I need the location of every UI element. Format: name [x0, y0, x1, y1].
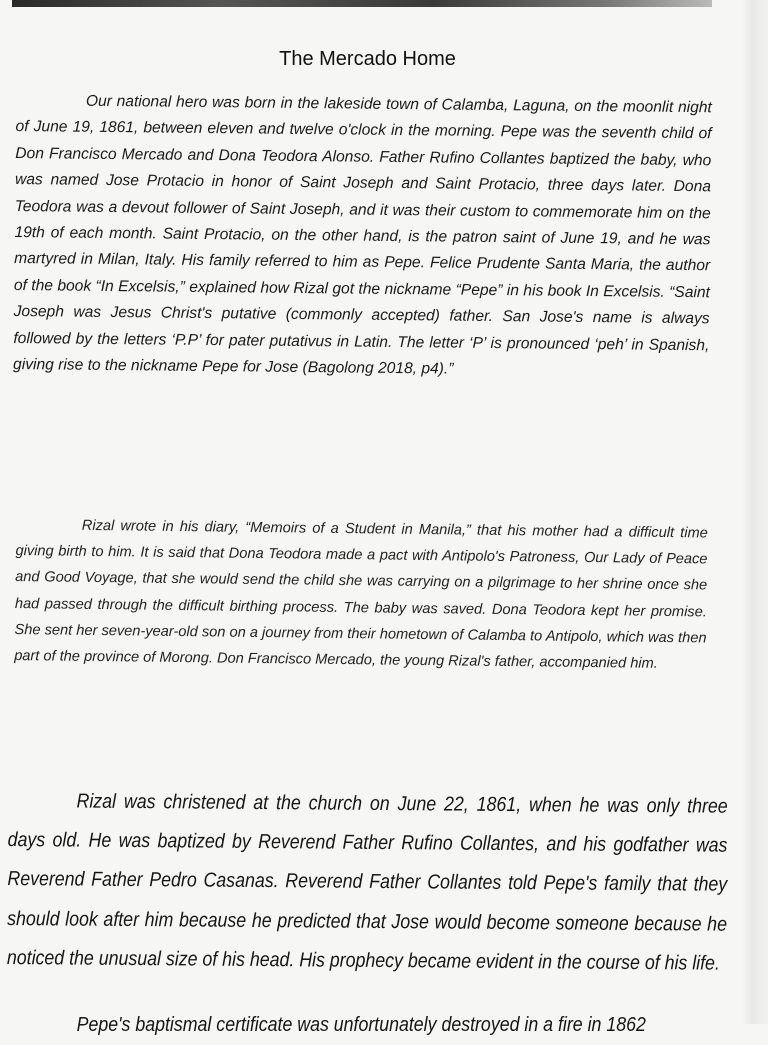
- paragraph-christening: Rizal was christened at the church on June 22, 1861, when he was only three days old. He was baptized by Reverend Father Rufino Collantes, and his godfather was Reverend Father Pedro Casanas. Reverend Father Collantes told Pepe's family that they should look after him because he predicted that Jose would become someone because he noticed the unusual size of his head. His prophecy became evident in the course of his life.: [6, 790, 728, 975]
- section-large-text: [7, 782, 728, 984]
- page-title: The Mercado Home: [279, 48, 456, 70]
- section-first-text: [13, 88, 712, 386]
- page-right-edge: [742, 0, 768, 1024]
- section-second-text: [14, 512, 708, 678]
- section-cutoff-text: [8, 1006, 728, 1045]
- paragraph-certificate: Pepe's baptismal certificate was unfortunately destroyed in a fire in 1862: [76, 1014, 646, 1036]
- paragraph-birth: Our national hero was born in the lakeside town of Calamba, Laguna, on the moonlit night of June 19, 1861, between eleven and twelve o'clock in the morning. Pepe was the seventh child of Don Francisco Mercado and Dona Teodora Alonso. Father Rufino Collantes baptized the baby, who was named Jose Protacio in honor of Saint Joseph and Saint Protacio, three days later. Dona Teodora was a devout follower of Saint Joseph, and it was their custom to commemorate him on the 19th of each month. Saint Protacio, on the other hand, is the patron saint of June 19, and he was martyred in Milan, Italy. His family referred to him as Pepe. Felice Prudente Santa Maria, the author of the book “In Excelsis,” explained how Rizal got the nickname “Pepe” in his book In Excelsis. “Saint Joseph was Jesus Christ's putative (commonly accepted) father. San Jose's name is always followed by the letters ‘P.P’ for pater putativus in Latin. The letter ‘P’ is pronounced ‘peh’ in Spanish, giving rise to the nickname Pepe for Jose (Bagolong 2018, p4).”: [13, 92, 712, 378]
- paragraph-diary: Rizal wrote in his diary, “Memoirs of a Student in Manila,” that his mother had a difficult time giving birth to him. It is said that Dona Teodora made a pact with Antipolo's Patroness, Our Lady of Peace and Good Voyage, that she would send the child she was carrying on a pilgrimage to her shrine once she had passed through the difficult birthing process. The baby was saved. Dona Teodora kept her promise. She sent her seven-year-old son on a journey from their hometown of Calamba to Antipolo, which was then part of the province of Morong. Don Francisco Mercado, the young Rizal's father, accompanied him.: [14, 517, 708, 672]
